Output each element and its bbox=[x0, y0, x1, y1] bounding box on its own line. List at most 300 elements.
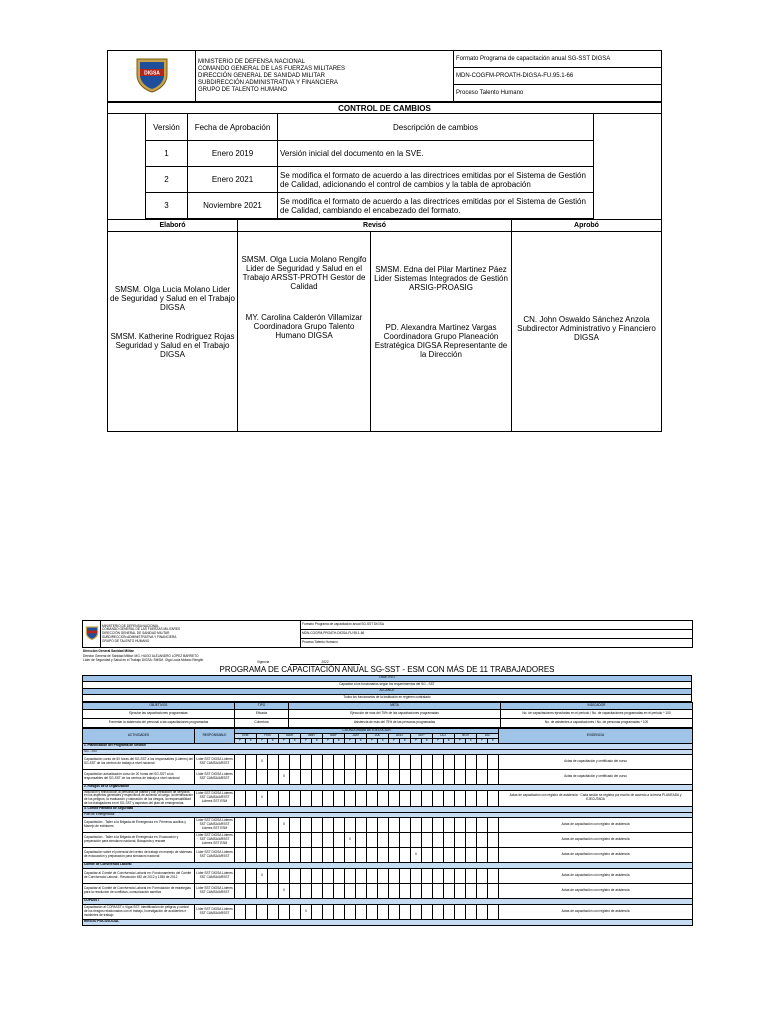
activity-row bbox=[83, 904, 693, 919]
schedule-cell bbox=[422, 769, 433, 784]
section-title: 3. Comité Paritario de Seguridad bbox=[83, 806, 693, 812]
pe-header: E bbox=[290, 738, 301, 743]
schedule-cell bbox=[444, 847, 455, 862]
schedule-cell bbox=[488, 847, 499, 862]
change-date: Enero 2019 bbox=[188, 141, 278, 167]
schedule-cell bbox=[312, 790, 323, 806]
schedule-cell bbox=[444, 868, 455, 883]
pe-header: E bbox=[268, 738, 279, 743]
schedule-cell bbox=[455, 790, 466, 806]
schedule-cell bbox=[235, 769, 246, 784]
schedule-cell bbox=[356, 847, 367, 862]
activity-evidence: Actas de capacitación y certificado del curso bbox=[499, 754, 693, 769]
schedule-cell bbox=[301, 868, 312, 883]
pe-header: P bbox=[323, 738, 334, 743]
col-meta: META bbox=[289, 702, 501, 709]
pe-header: P bbox=[433, 738, 444, 743]
org-line: DIRECCIÓN GENERAL DE SANIDAD MILITAR bbox=[198, 72, 326, 79]
pe-header: P bbox=[411, 738, 422, 743]
schedule-cell bbox=[389, 817, 400, 832]
objective-table bbox=[82, 675, 692, 702]
schedule-cell bbox=[477, 883, 488, 898]
schedule-cell bbox=[433, 754, 444, 769]
scope-text: Todos los funcionarios de la institución en régimen contratado bbox=[83, 694, 692, 701]
org-line: COMANDO GENERAL DE LAS FUERZAS MILITARES bbox=[102, 627, 181, 632]
pe-header: E bbox=[312, 738, 323, 743]
section-title: RIESGO PSICOSOCIAL bbox=[83, 919, 693, 925]
change-row bbox=[108, 167, 662, 193]
activity-evidence: Actas de capacitación y certificado del curso bbox=[499, 769, 693, 784]
pe-header: P bbox=[389, 738, 400, 743]
schedule-cell bbox=[268, 868, 279, 883]
logo-cell bbox=[83, 621, 101, 648]
schedule-cell bbox=[246, 847, 257, 862]
schedule-cell bbox=[257, 904, 268, 919]
schedule-cell bbox=[301, 754, 312, 769]
process-name: Proceso Talento Humano bbox=[454, 85, 662, 102]
organization-block bbox=[196, 51, 454, 102]
schedule-cell bbox=[334, 754, 345, 769]
schedule-cell bbox=[400, 868, 411, 883]
schedule-cell bbox=[378, 769, 389, 784]
schedule-cell bbox=[334, 883, 345, 898]
month-header: JUN bbox=[345, 733, 367, 738]
schedule-cell bbox=[422, 847, 433, 862]
indicator-goal: Ejecución de más del 75% de las capacitaciones programadas bbox=[289, 709, 501, 718]
objective-text: Capacitar a los funcionarios según los requerimientos del SG - SST bbox=[83, 681, 692, 688]
activity-text: Capacitación sobre el potencial del centro de trabajo en manejo de sistemas de evacuación y preparación para simulacro nacional bbox=[83, 847, 195, 862]
schedule-cell bbox=[257, 847, 268, 862]
vigencia-label: Vigencia bbox=[257, 660, 270, 664]
activity-row bbox=[83, 847, 693, 862]
schedule-cell bbox=[279, 754, 290, 769]
schedule-cell bbox=[356, 832, 367, 847]
schedule-cell bbox=[455, 769, 466, 784]
aprobo-signer: CN. John Oswaldo Sánchez Anzola Subdirector Administrativo y Financiero DIGSA bbox=[517, 315, 656, 342]
vigencia bbox=[257, 660, 360, 665]
schedule-cell bbox=[477, 847, 488, 862]
schedule-cell bbox=[334, 832, 345, 847]
activity-responsible: Líder SST DIGSA Líderes SST CAMSA/ARSST Líderes SST ESM bbox=[195, 832, 235, 847]
schedule-cell bbox=[389, 832, 400, 847]
activity-text: Capacitación - Taller a la Brigada de Emergencia en: Primeros auxilios y Manejo de extintores bbox=[83, 817, 195, 832]
schedule-cell bbox=[466, 817, 477, 832]
section-title: COPASST bbox=[83, 898, 693, 904]
schedule-cell bbox=[477, 790, 488, 806]
format-name: Formato Programa de capacitación anual SG-SST DIGSA bbox=[301, 621, 693, 630]
schedule-cell bbox=[433, 883, 444, 898]
schedule-cell bbox=[290, 883, 301, 898]
schedule-cell bbox=[312, 769, 323, 784]
activity-row bbox=[83, 883, 693, 898]
pe-header: P bbox=[367, 738, 378, 743]
header-table bbox=[107, 50, 662, 102]
pe-header: P bbox=[345, 738, 356, 743]
schedule-cell bbox=[433, 904, 444, 919]
schedule-cell bbox=[345, 847, 356, 862]
schedule-cell bbox=[235, 817, 246, 832]
pe-header: E bbox=[422, 738, 433, 743]
activity-responsible: Líder SST DIGSA Líderes SST CAMSA/ARSST bbox=[195, 847, 235, 862]
schedule-cell bbox=[356, 868, 367, 883]
activity-row bbox=[83, 817, 693, 832]
activity-text: Capacitar al Comité de Convivencia Laboral en: Formulación de estrategias para la resolución de conflictos, comunicación asertiva bbox=[83, 883, 195, 898]
schedule-cell bbox=[290, 868, 301, 883]
schedule-cell bbox=[477, 832, 488, 847]
schedule-cell bbox=[433, 769, 444, 784]
indicator-objective: Ejecutar las capacitaciones programadas bbox=[83, 709, 235, 718]
schedule-cell bbox=[268, 904, 279, 919]
elaboro-cell bbox=[108, 232, 238, 432]
schedule-cell: X bbox=[301, 904, 312, 919]
schedule-cell bbox=[323, 754, 334, 769]
schedule-cell bbox=[411, 817, 422, 832]
schedule-cell bbox=[466, 883, 477, 898]
schedule-cell bbox=[466, 868, 477, 883]
schedule-cell: X bbox=[411, 847, 422, 862]
indicator-row bbox=[83, 718, 693, 727]
schedule-cell bbox=[312, 754, 323, 769]
schedule-cell bbox=[235, 754, 246, 769]
schedule-cell bbox=[246, 790, 257, 806]
activities-table bbox=[82, 728, 693, 926]
col-date: Fecha de Aprobación bbox=[188, 114, 278, 141]
activity-row bbox=[83, 769, 693, 784]
month-header: NOV bbox=[455, 733, 477, 738]
schedule-cell bbox=[466, 790, 477, 806]
indicator-type: Eficacia bbox=[235, 709, 289, 718]
schedule-cell bbox=[400, 904, 411, 919]
month-header: OCT bbox=[433, 733, 455, 738]
change-version: 2 bbox=[146, 167, 188, 193]
indicators-table bbox=[82, 702, 693, 728]
change-version: 3 bbox=[146, 193, 188, 219]
director-line: Director General de Sanidad Militar: MG. HUGO ALEJANDRO LÓPEZ BARRETO bbox=[83, 653, 199, 658]
schedule-cell bbox=[378, 904, 389, 919]
schedule-cell: X bbox=[279, 817, 290, 832]
schedule-cell bbox=[389, 904, 400, 919]
schedule-cell bbox=[246, 832, 257, 847]
activity-text: Capacitación actualización curso de 20 horas del SG-SST a los responsables del SG-SST de los centros de trabajo a nivel nacional bbox=[83, 769, 195, 784]
schedule-cell bbox=[455, 883, 466, 898]
schedule-cell bbox=[367, 847, 378, 862]
schedule-cell bbox=[433, 817, 444, 832]
schedule-cell bbox=[334, 868, 345, 883]
schedule-cell bbox=[268, 883, 279, 898]
schedule-cell bbox=[411, 790, 422, 806]
schedule-cell bbox=[312, 868, 323, 883]
reviso-signer: PD. Alexandra Martinez Vargas Coordinadora Grupo Planeación Estratégica DIGSA Representante de la Dirección bbox=[374, 323, 508, 359]
schedule-cell bbox=[411, 769, 422, 784]
schedule-cell: X bbox=[345, 832, 356, 847]
change-row bbox=[108, 193, 662, 219]
indicator-row bbox=[83, 709, 693, 718]
schedule-cell bbox=[400, 883, 411, 898]
pe-header: P bbox=[455, 738, 466, 743]
svg-text:DIGSA: DIGSA bbox=[143, 70, 160, 76]
pe-header: P bbox=[301, 738, 312, 743]
schedule-cell bbox=[444, 883, 455, 898]
schedule-cell bbox=[301, 847, 312, 862]
elaboro-signer: SMSM. Olga Lucia Molano Lider de Seguridad y Salud en el Trabajo DIGSA bbox=[110, 285, 235, 312]
leader-line: Líder de Seguridad y Salud en el Trabajo DIGSA: SMSM. Olga Lucia Molano Rengifo bbox=[83, 658, 204, 662]
month-header: ABR bbox=[301, 733, 323, 738]
section-title: Comité de Convivencia Laboral bbox=[83, 862, 693, 868]
vigencia-value: 2022 bbox=[290, 660, 360, 665]
pe-header: P bbox=[279, 738, 290, 743]
org-line: GRUPO DE TALENTO HUMANO bbox=[102, 638, 150, 643]
schedule-cell: X bbox=[257, 754, 268, 769]
activity-evidence: Actas de capacitación con registro de asistencia · Cada sesión se registra por escrito de acuerdo a la fecha PLANEADA y EJECUTADA bbox=[499, 790, 693, 806]
schedule-cell bbox=[378, 817, 389, 832]
change-row bbox=[108, 141, 662, 167]
schedule-cell bbox=[466, 847, 477, 862]
schedule-cell bbox=[345, 754, 356, 769]
schedule-cell bbox=[367, 883, 378, 898]
schedule-cell: X bbox=[279, 883, 290, 898]
org-line: COMANDO GENERAL DE LAS FUERZAS MILITARES bbox=[198, 65, 346, 72]
activity-text: Capacitación - Taller a la Brigada de Emergencia en: Evacuación y preparación para simulacro nacional, Búsqueda y rescate bbox=[83, 832, 195, 847]
schedule-cell bbox=[301, 769, 312, 784]
activity-evidence: Actas de capacitación con registro de asistencia bbox=[499, 868, 693, 883]
schedule-cell bbox=[323, 868, 334, 883]
schedule-cell bbox=[488, 817, 499, 832]
schedule-cell bbox=[477, 769, 488, 784]
change-date: Enero 2021 bbox=[188, 167, 278, 193]
schedule-cell bbox=[466, 832, 477, 847]
pe-header: E bbox=[246, 738, 257, 743]
program-title: PROGRAMA DE CAPACITACIÓN ANUAL SG-SST - ESM CON MÁS DE 11 TRABAJADORES bbox=[219, 664, 555, 674]
col-evidencia: EVIDENCIA bbox=[499, 728, 693, 743]
activity-text: Capacitación curso de 50 horas del SG-SST a los responsables (Líderes) del SG-SST de los centros de trabajo a nivel nacional bbox=[83, 754, 195, 769]
schedule-cell bbox=[356, 883, 367, 898]
activity-evidence: Actas de capacitación con registro de asistencia bbox=[499, 817, 693, 832]
program-meta bbox=[83, 649, 692, 663]
subsection-title: Plan de Emergencias bbox=[83, 812, 693, 817]
pe-header: E bbox=[356, 738, 367, 743]
schedule-cell bbox=[444, 817, 455, 832]
schedule-cell bbox=[422, 817, 433, 832]
activity-responsible: Líder SST DIGSA Líderes SST CAMSA/ARSST bbox=[195, 769, 235, 784]
activity-evidence: Actas de capacitación con registro de asistencia bbox=[499, 904, 693, 919]
schedule-cell bbox=[488, 832, 499, 847]
schedule-cell bbox=[444, 769, 455, 784]
schedule-cell bbox=[411, 832, 422, 847]
approval-document bbox=[107, 50, 661, 432]
pe-header: E bbox=[444, 738, 455, 743]
schedule-cell bbox=[411, 868, 422, 883]
schedule-cell bbox=[235, 904, 246, 919]
digsa-shield-logo bbox=[135, 57, 169, 93]
indicator-formula: No. de capacitaciones ejecutadas en el periodo / No. de capacitaciones programadas en el periodo * 100 bbox=[501, 709, 693, 718]
schedule-cell bbox=[268, 769, 279, 784]
schedule-cell bbox=[290, 754, 301, 769]
org-line: GRUPO DE TALENTO HUMANO bbox=[198, 86, 288, 93]
activity-responsible: Líder SST DIGSA Líderes SST CAMSA/ARSST Líderes SST ESM bbox=[195, 817, 235, 832]
schedule-cell bbox=[400, 817, 411, 832]
schedule-cell bbox=[257, 883, 268, 898]
schedule-cell bbox=[334, 817, 345, 832]
aprobo-cell bbox=[512, 232, 662, 432]
pe-header: E bbox=[400, 738, 411, 743]
schedule-cell bbox=[367, 790, 378, 806]
schedule-cell bbox=[312, 847, 323, 862]
subsection-title: SG - SST bbox=[83, 749, 693, 754]
activity-evidence: Actas de capacitación con registro de asistencia bbox=[499, 847, 693, 862]
schedule-cell bbox=[477, 904, 488, 919]
program-header-table bbox=[82, 620, 693, 648]
org-line: SUBDIRECCIÓN ADMINISTRATIVA Y FINANCIERA bbox=[102, 634, 177, 639]
month-header: DIC bbox=[477, 733, 499, 738]
schedule-cell bbox=[257, 817, 268, 832]
activity-text: Capacitar al Comité de Convivencia Laboral en: Funcionamiento del Comité de Convivencia Laboral - Resolución 652 de 2012 y 1356 de 2012 bbox=[83, 868, 195, 883]
col-version: Versión bbox=[146, 114, 188, 141]
schedule-cell bbox=[367, 868, 378, 883]
schedule-cell bbox=[378, 868, 389, 883]
schedule-cell bbox=[279, 868, 290, 883]
activity-text: Capacitación al COPASST o Vigía SST: Identificación de peligros y control de los riesgos relacionados con el trabajo, Investigación de accidentes e incidentes de trabajo bbox=[83, 904, 195, 919]
objective-label: OBJETIVO bbox=[83, 675, 692, 681]
schedule-cell bbox=[268, 754, 279, 769]
schedule-cell bbox=[367, 817, 378, 832]
activity-responsible: Líder SST DIGSA Líderes SST CAMSA/ARSST bbox=[195, 883, 235, 898]
schedule-cell bbox=[356, 754, 367, 769]
schedule-cell: X bbox=[257, 868, 268, 883]
format-code: MDN-COGFM-PROATH-DIGSA-FU.95.1-66 bbox=[301, 630, 693, 639]
schedule-cell bbox=[279, 847, 290, 862]
change-date: Noviembre 2021 bbox=[188, 193, 278, 219]
schedule-cell bbox=[257, 769, 268, 784]
reviso-signer: SMSM. Olga Lucia Molano Rengifo Lider de Seguridad y Salud en el Trabajo ARSST-PROTH Gestor de Calidad bbox=[241, 255, 367, 291]
schedule-cell bbox=[345, 868, 356, 883]
schedule-cell bbox=[312, 832, 323, 847]
change-version: 1 bbox=[146, 141, 188, 167]
schedule-cell bbox=[422, 868, 433, 883]
activity-row bbox=[83, 832, 693, 847]
schedule-cell bbox=[378, 754, 389, 769]
schedule-cell bbox=[400, 832, 411, 847]
schedule-cell bbox=[246, 883, 257, 898]
elaboro-header: Elaboró bbox=[108, 220, 238, 232]
schedule-cell bbox=[422, 883, 433, 898]
indicator-type: Cobertura bbox=[235, 718, 289, 727]
month-header: MAY bbox=[323, 733, 345, 738]
schedule-cell bbox=[477, 868, 488, 883]
schedule-cell bbox=[422, 754, 433, 769]
reviso-cell bbox=[371, 232, 512, 432]
schedule-cell bbox=[290, 769, 301, 784]
changes-table bbox=[107, 102, 662, 219]
schedule-cell bbox=[488, 868, 499, 883]
schedule-cell bbox=[477, 754, 488, 769]
schedule-cell bbox=[488, 883, 499, 898]
indicator-goal: Asistencia de más del 75% de las personas programadas bbox=[289, 718, 501, 727]
schedule-cell bbox=[235, 883, 246, 898]
col-actividades: ACTIVIDADES bbox=[83, 728, 195, 743]
month-header: AGO bbox=[389, 733, 411, 738]
schedule-cell bbox=[312, 904, 323, 919]
schedule-cell bbox=[279, 790, 290, 806]
change-description: Versión inicial del documento en la SVE. bbox=[278, 141, 594, 167]
digsa-shield-logo bbox=[85, 625, 99, 641]
schedule-cell: X bbox=[279, 769, 290, 784]
pe-header: P bbox=[235, 738, 246, 743]
schedule-cell bbox=[378, 847, 389, 862]
schedule-cell bbox=[389, 883, 400, 898]
schedule-cell bbox=[400, 790, 411, 806]
schedule-cell bbox=[477, 817, 488, 832]
org-line: MINISTERIO DE DEFENSA NACIONAL bbox=[198, 58, 306, 65]
training-program-document bbox=[82, 620, 692, 926]
schedule-cell bbox=[334, 790, 345, 806]
change-description: Se modifica el formato de acuerdo a las directrices emitidas por el Sistema de Gestión de Calidad, cambiando el encabezado del formato. bbox=[278, 193, 594, 219]
col-description: Descripción de cambios bbox=[278, 114, 594, 141]
schedule-cell bbox=[378, 790, 389, 806]
signatures-table bbox=[107, 219, 662, 432]
schedule-cell bbox=[323, 883, 334, 898]
format-name: Formato Programa de capacitación anual SG-SST DIGSA bbox=[454, 51, 662, 68]
schedule-cell bbox=[367, 754, 378, 769]
schedule-cell bbox=[301, 790, 312, 806]
activity-evidence: Actas de capacitación con registro de asistencia bbox=[499, 832, 693, 847]
schedule-cell bbox=[367, 904, 378, 919]
process-name: Proceso Talento Humano bbox=[301, 639, 693, 648]
schedule-cell bbox=[389, 790, 400, 806]
org-line: MINISTERIO DE DEFENSA NACIONAL bbox=[102, 623, 159, 628]
schedule-cell bbox=[444, 832, 455, 847]
schedule-cell bbox=[323, 790, 334, 806]
schedule-cell bbox=[356, 769, 367, 784]
schedule-cell bbox=[389, 769, 400, 784]
schedule-cell bbox=[400, 754, 411, 769]
activity-responsible: Líder SST DIGSA Líderes SST CAMSA/ARSST bbox=[195, 868, 235, 883]
schedule-cell bbox=[488, 754, 499, 769]
schedule-cell bbox=[466, 769, 477, 784]
schedule-cell bbox=[488, 769, 499, 784]
month-header: MAR bbox=[279, 733, 301, 738]
schedule-cell bbox=[334, 904, 345, 919]
schedule-cell bbox=[455, 868, 466, 883]
schedule-cell bbox=[455, 847, 466, 862]
schedule-cell bbox=[323, 817, 334, 832]
activity-responsible: Líder SST DIGSA Líderes SST CAMSA/ARSST bbox=[195, 904, 235, 919]
org-line: SUBDIRECCIÓN ADMINISTRATIVA Y FINANCIERA bbox=[198, 79, 338, 86]
col-tipo: TIPO bbox=[235, 702, 289, 709]
month-header: ENE bbox=[235, 733, 257, 738]
schedule-cell bbox=[455, 754, 466, 769]
cronograma-header: CRONOGRAMA DE EJECUCIÓN bbox=[235, 728, 499, 733]
schedule-cell bbox=[378, 832, 389, 847]
schedule-cell bbox=[312, 817, 323, 832]
schedule-cell bbox=[268, 817, 279, 832]
schedule-cell bbox=[411, 754, 422, 769]
schedule-cell bbox=[268, 790, 279, 806]
schedule-cell bbox=[345, 904, 356, 919]
schedule-cell bbox=[444, 904, 455, 919]
schedule-cell bbox=[345, 769, 356, 784]
schedule-cell bbox=[367, 769, 378, 784]
section-row bbox=[83, 919, 693, 925]
schedule-cell bbox=[290, 790, 301, 806]
section-title: 2. Riesgos de la Organización bbox=[83, 784, 693, 790]
schedule-cell bbox=[433, 868, 444, 883]
schedule-cell bbox=[411, 883, 422, 898]
activity-text: Inducción y reinducción al personal de planta y con prestación de servicios en los aspectos generales y específicos de acuerdo al cargo, la identificación de los peligros, la evaluación y valoración de los riesgos, la responsabilidad de los trabajadores en el SG-SST y aspectos del plan de emergencias. bbox=[84, 789, 193, 805]
schedule-cell bbox=[301, 883, 312, 898]
schedule-cell bbox=[246, 754, 257, 769]
schedule-cell bbox=[400, 769, 411, 784]
month-header: FEB bbox=[257, 733, 279, 738]
